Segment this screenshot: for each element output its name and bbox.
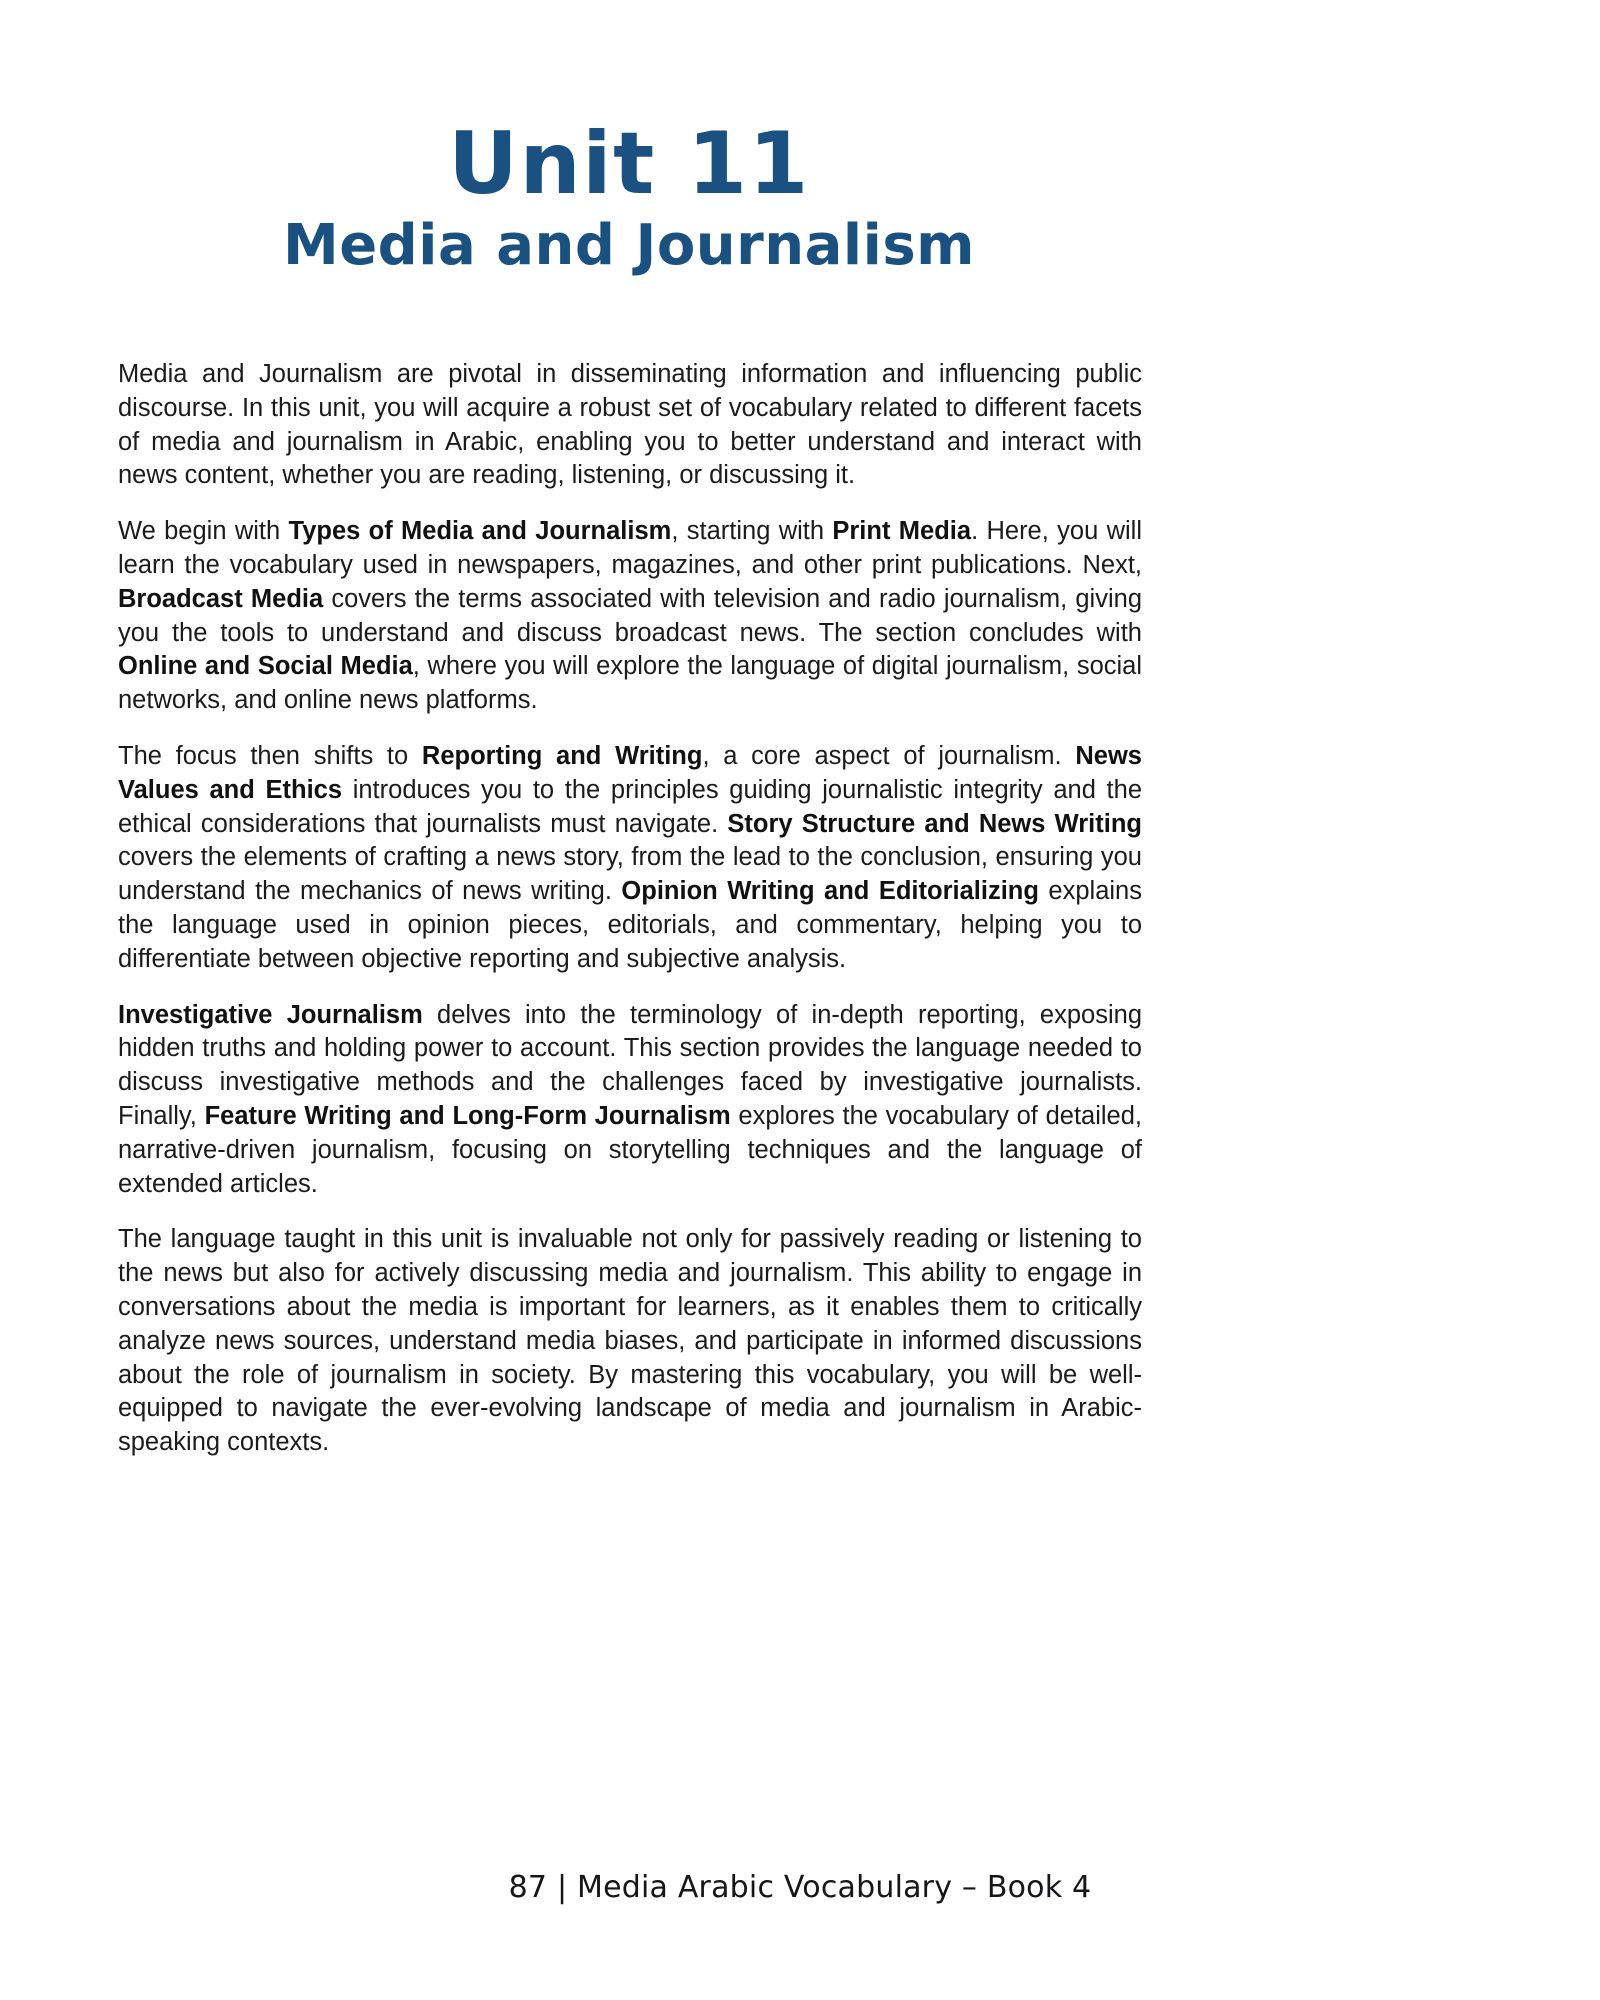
paragraph-investigative-journalism: Investigative Journalism delves into the terminology of in-depth reporting, exposing hidden truths and holding power to account. This section provides the language needed to discuss investigative methods and the challenges faced by investigative journalists. Finally, Feature Writing and Long-Form Journalism explores the vocabulary of detailed, narrative-driven journalism, focusing on storytelling techniques and the language of extended articles. [118, 1000, 1142, 1198]
paragraph-intro: Media and Journalism are pivotal in disseminating information and influencing public discourse. In this unit, you will acquire a robust set of vocabulary related to different facets of media and journalism in Arabic, enabling you to better understand and interact with news content, whether you are reading, listening, or discussing it. [118, 360, 1142, 490]
unit-header [118, 114, 1140, 279]
paragraph-types-of-media: We begin with Types of Media and Journalism, starting with Print Media. Here, you will learn the vocabulary used in newspapers, magazines, and other print publications. Next, Broadcast Media covers the terms associated with television and radio journalism, giving you the tools to understand and discuss broadcast news. The section concludes with Online and Social Media, where you will explore the language of digital journalism, social networks, and online news platforms. [118, 517, 1143, 715]
page-subtitle: Media and Journalism [282, 213, 976, 279]
paragraph-conclusion: The language taught in this unit is invaluable not only for passively reading or listening to the news but also for actively discussing media and journalism. This ability to engage in conversations about the media is important for learners, as it enables them to critically analyze news sources, understand media biases, and participate in informed discussions about the role of journalism in society. By mastering this vocabulary, you will be well-equipped to navigate the ever-evolving landscape of media and journalism in Arabic-speaking contexts. [118, 1225, 1142, 1457]
page-title: Unit 11 [448, 114, 810, 214]
body-content [118, 358, 1142, 1460]
paragraph-reporting-and-writing: The focus then shifts to Reporting and Writing, a core aspect of journalism. News Values and Ethics introduces you to the principles guiding journalistic integrity and the ethical considerations that journalists must navigate. Story Structure and News Writing covers the elements of crafting a news story, from the lead to the conclusion, ensuring you understand the mechanics of news writing. Opinion Writing and Editorializing explains the language used in opinion pieces, editorials, and commentary, helping you to differentiate between objective reporting and subjective analysis. [118, 741, 1142, 973]
footer-text: 87 | Media Arabic Vocabulary – Book 4 [508, 1870, 1092, 1905]
page-footer [0, 1870, 1600, 1906]
